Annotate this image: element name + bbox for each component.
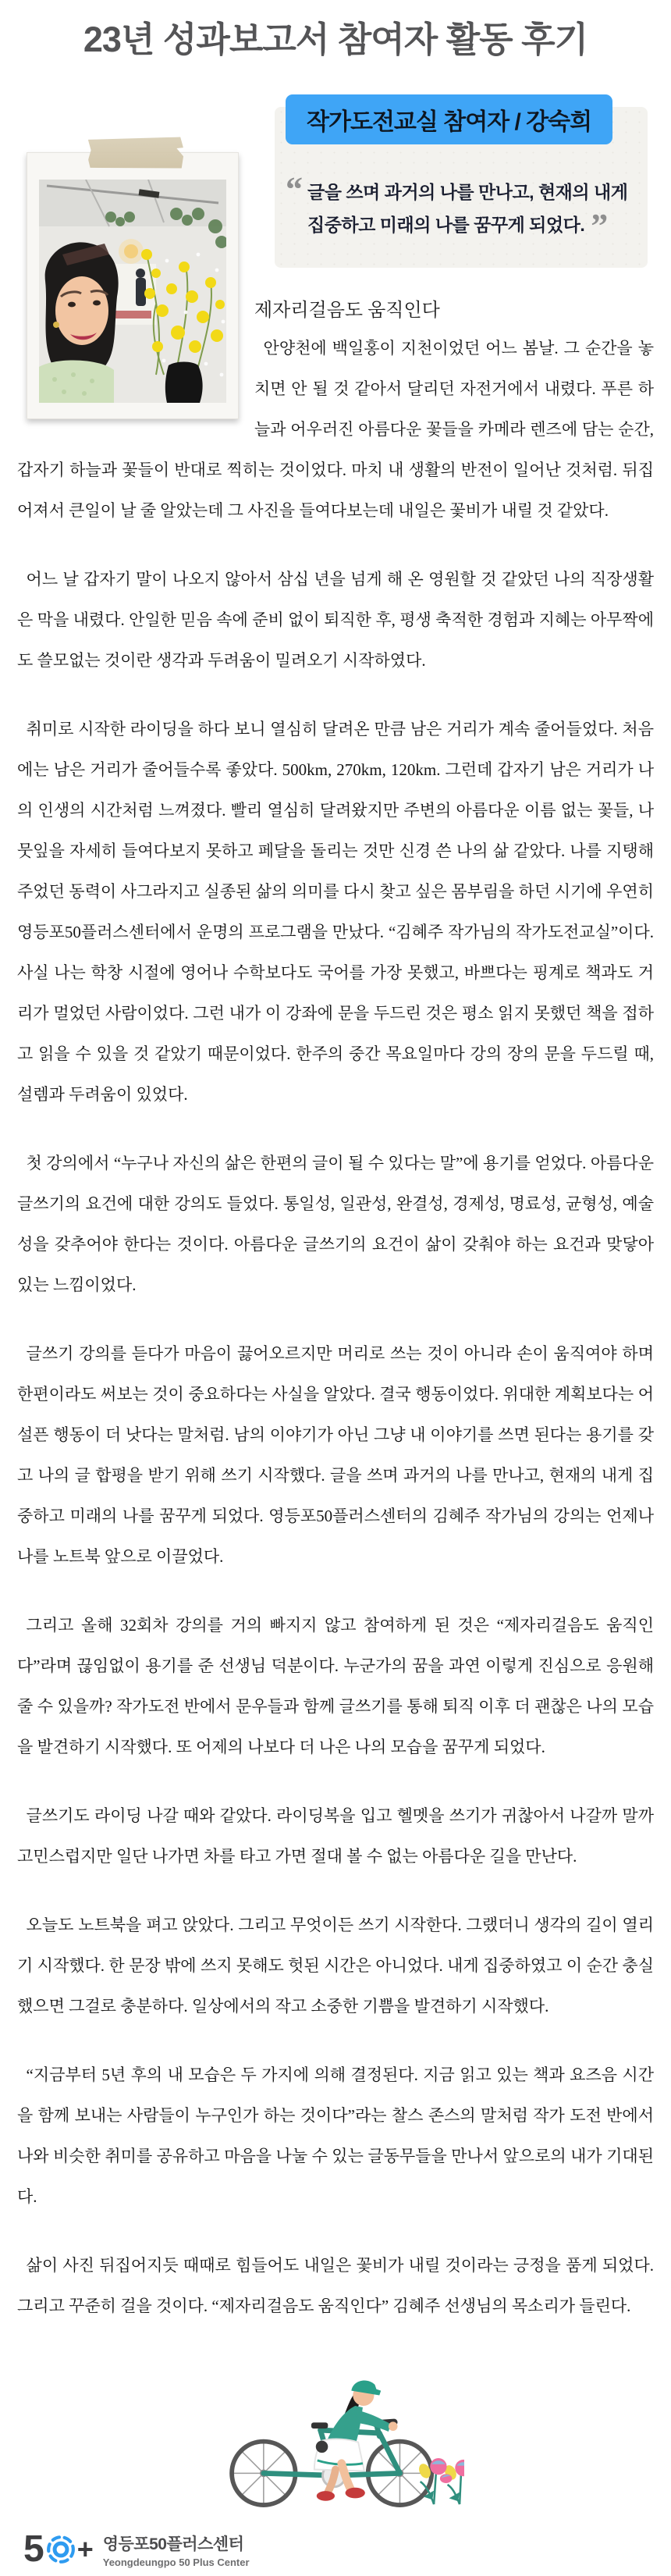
participant-photo: [39, 180, 226, 403]
quote-line-1: 글을 쓰며 과거의 나를 만나고, 현재의 내게: [307, 182, 628, 202]
participant-badge: 작가도전교실 참여자 / 강숙희: [286, 94, 612, 144]
paragraph: 안양천에 백일홍이 지천이었던 어느 봄날. 그 순간을 놓치면 안 될 것 같아서 달리던 자전거에서 내렸다. 푸른 하늘과 어우러진 아름다운 꽃들을 카메라 렌즈에 담는 순간, 갑자기 하늘과 꽃들이 반대로 찍히는 것이었다. 마치 내 생활의 반전이 일어난 것처럼. 뒤집어져서 큰일이 날 줄 알았는데 그 사진을 들여다보는데 내일은 꽃비가 내릴 것 같았다.: [17, 339, 654, 520]
paragraph: 첫 강의에서 “누구나 자신의 삶은 한편의 글이 될 수 있다는 말”에 용기를 얻었다. 아름다운 글쓰기의 요건에 대한 강의도 들었다. 통일성, 일관성, 완결성, 경제성, 명료성, 균형성, 예술성을 갖추어야 한다는 것이다. 아름다운 글쓰기의 요건이 삶이 갖춰야 하는 요건과 맞닿아 있는 느낌이었다.: [17, 1154, 654, 1294]
logo-text-plus: +: [76, 2533, 94, 2565]
paragraph: 취미로 시작한 라이딩을 하다 보니 열심히 달려온 만큼 남은 거리가 계속 줄어들었다. 처음에는 남은 거리가 줄어들수록 좋았다. 500km, 270km, 120km. 그런데 갑자기 남은 거리가 나의 인생의 시간처럼 느껴졌다. 빨리 열심히 달려왔지만 주변의 아름다운 이름 없는 꽃들, 나뭇잎을 자세히 들여다보지 못하고 페달을 돌리는 것만 신경 쓴 나의 삶 같았다. 나를 지탱해 주었던 동력이 사그라지고 실종된 삶의 의미를 다시 찾고 싶은 몸부림을 하던 시기에 우연히 영등포50플러스센터에서 운명의 프로그램을 만났다. “김혜주 작가님의 작가도전교실”이다. 사실 나는 학창 시절에 영어나 수학보다도 국어를 가장 못했고, 바쁘다는 핑계로 책과도 거리가 멀었던 사람이었다. 그런 내가 이 강좌에 문을 두드린 것은 평소 읽지 못했던 책을 접하고 읽을 수 있을 것 같았기 때문이었다. 한주의 중간 목요일마다 강의 장의 문을 두드릴 때, 설렘과 두려움이 있었다.: [17, 720, 654, 1104]
quote-line-2: 집중하고 미래의 나를 꿈꾸게 되었다.: [307, 215, 585, 235]
bicycle-illustration: [207, 2356, 464, 2504]
paragraph: 글쓰기도 라이딩 나갈 때와 같았다. 라이딩복을 입고 헬멧을 쓰기가 귀찮아서 나갈까 말까 고민스럽지만 일단 나가면 차를 타고 가면 절대 볼 수 없는 아름다운 길을 만난다.: [17, 1806, 654, 1866]
center-logo: [23, 2528, 250, 2570]
open-quote-icon: “: [286, 170, 303, 208]
footer: [0, 2342, 671, 2576]
logo-text-5: 5: [23, 2528, 44, 2570]
center-name-english: Yeongdeungpo 50 Plus Center: [102, 2556, 250, 2568]
paragraph: 어느 날 갑자기 말이 나오지 않아서 삼십 년을 넘게 해 온 영원할 것 같았던 나의 직장생활은 막을 내렸다. 안일한 믿음 속에 준비 없이 퇴직한 후, 평생 축적한 경험과 지혜는 아무짝에도 쓸모없는 것이란 생각과 두려움이 밀려오기 시작하였다.: [17, 570, 654, 670]
bicycle-icon: [207, 2356, 464, 2507]
center-name-korean: 영등포50플러스센터: [102, 2535, 244, 2553]
paragraph: 글쓰기 강의를 듣다가 마음이 끓어오르지만 머리로 쓰는 것이 아니라 손이 움직여야 하며 한편이라도 써보는 것이 중요하다는 사실을 알았다. 결국 행동이었다. 위대한 계획보다는 어설픈 행동이 더 낫다는 말처럼. 남의 이야기가 아닌 그냥 내 이야기를 쓰면 된다는 용기를 갖고 나의 글 합평을 받기 위해 쓰기 시작했다. 글을 쓰며 과거의 나를 만나고, 현재의 내게 집중하고 미래의 나를 꿈꾸게 되었다. 영등포50플러스센터의 김혜주 작가님의 강의는 언제나 나를 노트북 앞으로 이끌었다.: [17, 1344, 654, 1566]
article-heading: 제자리걸음도 움직인다: [254, 301, 440, 321]
page-title: 23년 성과보고서 참여자 활동 후기: [83, 20, 588, 59]
fifty-plus-logo-icon: [45, 2534, 76, 2565]
paragraph: “지금부터 5년 후의 내 모습은 두 가지에 의해 결정된다. 지금 읽고 있는 책과 요즈음 시간을 함께 보내는 사람들이 누구인가 하는 것이다”라는 찰스 존스의 말처럼 작가 도전 반에서 나와 비슷한 취미를 공유하고 마음을 나눌 수 있는 글동무들을 만나서 앞으로의 내가 기대된다.: [17, 2065, 654, 2206]
quote-card: [275, 107, 648, 268]
paragraph: 오늘도 노트북을 펴고 앉았다. 그리고 무엇이든 쓰기 시작한다. 그랬더니 생각의 길이 열리기 시작했다. 한 문장 밖에 쓰지 못해도 헛된 시간은 아니었다. 내게 집중하였고 이 순간 충실했으면 그걸로 충분하다. 일상에서의 작고 소중한 기쁨을 발견하기 시작했다.: [17, 1916, 654, 2016]
article-body: [17, 328, 654, 2326]
paragraph: 삶이 사진 뒤집어지듯 때때로 힘들어도 내일은 꽃비가 내릴 것이라는 긍정을 품게 되었다. 그리고 꾸준히 걸을 것이다. “제자리걸음도 움직인다” 김혜주 선생님의 목소리가 들린다.: [17, 2256, 654, 2315]
photo-illustration: [39, 180, 226, 403]
quote-text: [307, 176, 627, 244]
participant-photo-frame: [27, 152, 239, 419]
center-name: [103, 2532, 250, 2568]
paragraph: 그리고 올해 32회차 강의를 거의 빠지지 않고 참여하게 된 것은 “제자리걸음도 움직인다”라며 끊임없이 용기를 준 선생님 덕분이다. 누군가의 꿈을 과연 이렇게 진심으로 응원해 줄 수 있을까? 작가도전 반에서 문우들과 함께 글쓰기를 통해 퇴직 이후 더 괜찮은 나의 모습을 발견하기 시작했다. 또 어제의 나보다 더 나은 나의 모습을 꿈꾸게 되었다.: [17, 1616, 654, 1756]
close-quote-icon: ”: [591, 207, 608, 245]
tape-icon: [88, 137, 183, 169]
article: [0, 107, 671, 2326]
